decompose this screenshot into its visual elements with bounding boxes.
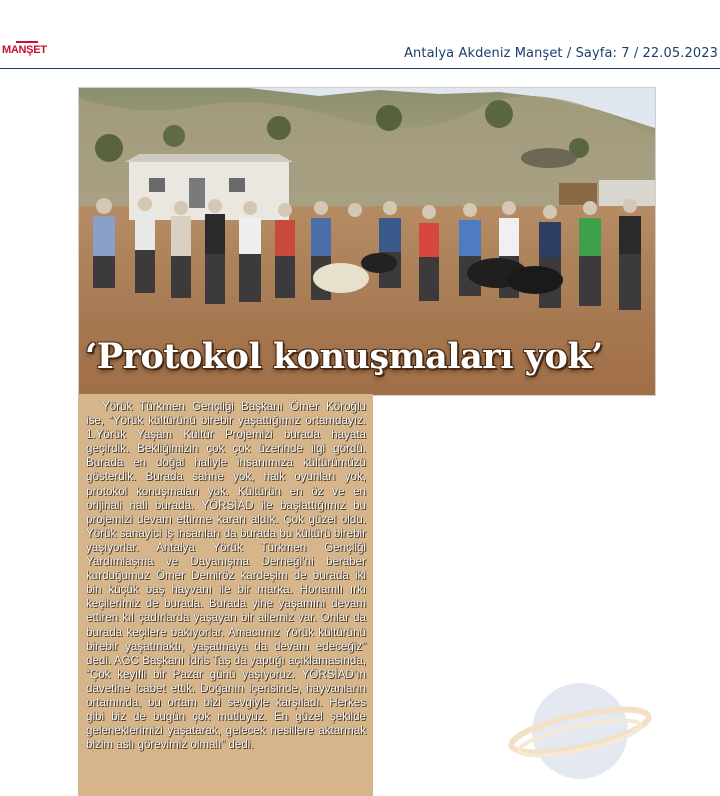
watermark-globe-icon: [505, 676, 655, 786]
masthead: [0, 0, 720, 70]
newspaper-logo: MANŞET: [2, 44, 47, 56]
publication-source-line: Antalya Akdeniz Manşet / Sayfa: 7 / 22.05.2023: [404, 46, 718, 61]
article-headline: ‘Protokol konuşmaları yok’: [85, 336, 603, 377]
article-body: Yörük Türkmen Gençliği Başkanı Ömer Köroğlu ise, “Yörük kültürünü birebir yaşattığımız ortamdayız. 1.Yörük Yaşam Kültür Projemizi burada hayata geçirdik. Bekliğimizin çok çok üzerinde ilgi gördü. Burada en doğal haliyle insanımıza kültürümüzü gösterdik. Burada sahne yok, halk oyunları yok, protokol konuşmaları yok. Kültürün en öz ve en orijinali hali burada. YÖRSİAD ile başlattığımız bu projemizi devam ettirme kararı aldık. Çok güzel oldu. Yörük sanayici iş insanları da burada bu kültürü birebir yaşıyorlar. Antalya Yörük Türkmen Gençliği Yardımlaşma ve Dayanışma Derneği’ni beraber kurduğumuz Ömer Demiröz kardeşim de burada iki bin küçük baş hayvanı ile bir marka. Honamlı ırkı keçilerimiz de burada. Burada yine yaşamını devam ettiren kıl çadırlarda yaşayan bir ailemiz var. Onlar da burada keçilere bakıyorlar. Amacımız Yörük kültürünü birebir yaşatmaktı, yaşatmaya da devam edeceğiz” dedi. AGC Başkanı İdris Taş da yaptığı açıklamasında, “Çok keyifli bir Pazar günü yaşıyoruz. YÖRSİAD’ın davetine icabet ettik. Doğanın içerisinde, hayvanların ortamında, bu ortam bizi sevgiyle karşıladı. Herkes gibi biz de bugün çok mutluyuz. En güzel şekilde geleneklerimizi yaşatarak, gelecek nesillere aktarmak bizim aslı görevimiz olmalı” dedi.: [86, 400, 366, 752]
group-photo-illustration: [79, 88, 655, 395]
news-photo: [78, 87, 656, 396]
logo-accent-line: [16, 41, 38, 43]
article-text-block: [78, 394, 373, 796]
header-divider: [0, 68, 720, 69]
